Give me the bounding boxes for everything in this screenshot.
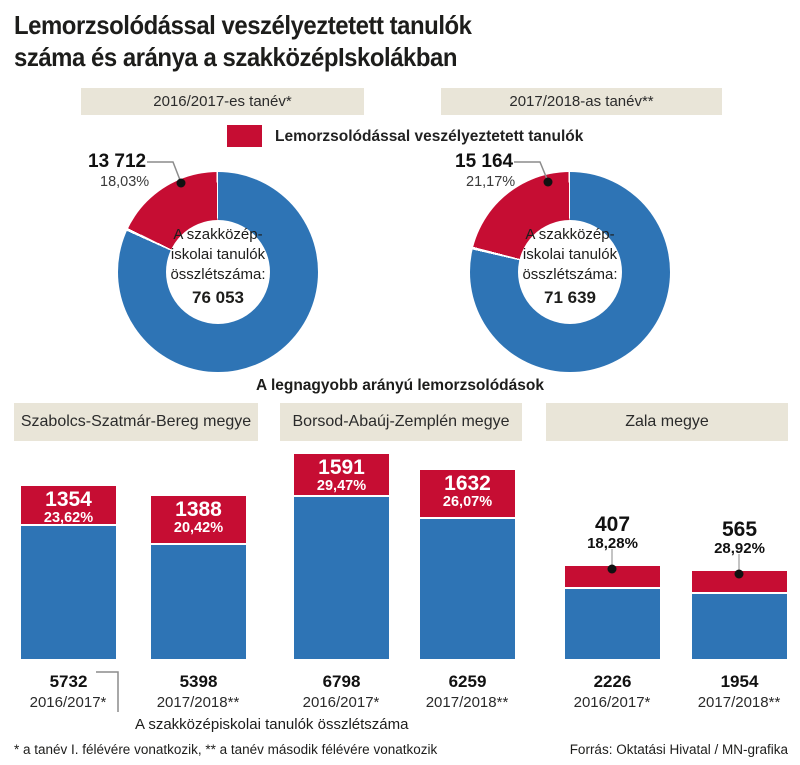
bar-segment-rest: [151, 545, 246, 659]
bar-segment-rest: [21, 526, 116, 659]
bar-segment-at-risk: [294, 454, 389, 497]
page-title-line2: száma és aránya a szakközépIskolákban: [14, 41, 458, 72]
bar-segment-at-risk: [21, 486, 116, 526]
donut-total-value: 71 639: [544, 288, 596, 308]
bar-segment-at-risk: [420, 470, 515, 519]
donut-total-value: 76 053: [192, 288, 244, 308]
bar-segment-at-risk: [151, 496, 246, 545]
bar-outside-label-zala-2017-2018: [692, 519, 787, 559]
legend-label: Lemorzsolódással veszélyeztetett tanulók: [275, 128, 584, 145]
county-header-zala: Zala megye: [546, 403, 788, 441]
bar-at-risk-value: 1591: [318, 456, 365, 479]
donut-center-line2: iskolai tanulók: [170, 246, 266, 264]
bar-segment-at-risk: [692, 571, 787, 594]
bar-segment-at-risk: [565, 566, 660, 589]
bar-segment-rest: [294, 497, 389, 659]
donut-center-label-2016-2017: [143, 225, 293, 310]
bar-at-risk-value: 407: [594, 513, 631, 536]
bar-at-risk-percent: 23,62%: [43, 510, 94, 527]
legend-red-swatch: [227, 125, 262, 147]
bar-zala-2016-2017: [565, 566, 660, 659]
bar-year-label: 2017/2018**: [697, 694, 781, 711]
bar-total-borsod-2016: 6798: [322, 672, 361, 691]
donut-center-line2: iskolai tanulók: [522, 246, 618, 264]
bar-year-label: 2016/2017*: [29, 694, 107, 711]
donut-center-line1: A szakközép-: [525, 226, 615, 243]
bar-year-label: 2016/2017*: [302, 694, 380, 711]
donut-center-line1: A szakközép-: [173, 226, 263, 243]
bar-total-borsod-2017: 6259: [448, 672, 487, 691]
bar-at-risk-value: 1632: [444, 472, 491, 495]
bar-year-label: 2017/2018**: [425, 694, 509, 711]
bar-total-szabolcs-2017: 5398: [179, 672, 218, 691]
bar-total-zala-2016: 2226: [593, 672, 632, 691]
badge-school-year-2017-2018: 2017/2018-as tanév**: [441, 88, 722, 115]
bar-borsod-2017-2018: [420, 470, 515, 659]
bar-at-risk-value: 1388: [175, 498, 222, 521]
bar-szabolcs-2017-2018: [151, 496, 246, 659]
bar-segment-rest: [565, 589, 660, 659]
bar-at-risk-value: 565: [721, 518, 758, 541]
bar-borsod-2016-2017: [294, 454, 389, 659]
bar-total-szabolcs-2016: 5732: [49, 672, 88, 691]
donut-callout-percent-2017-2018: 21,17%: [466, 174, 516, 190]
page-title-line1: Lemorzsolódással veszélyeztetett tanulók: [14, 10, 472, 40]
bar-at-risk-value: 1354: [45, 488, 92, 511]
footnote: * a tanév I. félévére vonatkozik, ** a tanév második félévére vonatkozik: [14, 742, 438, 757]
section-title: A legnagyobb arányú lemorzsolódások: [256, 377, 544, 394]
donut-callout-percent-2016-2017: 18,03%: [100, 174, 150, 190]
bar-year-label: 2017/2018**: [156, 694, 240, 711]
county-header-szabolcs: Szabolcs-Szatmár-Bereg megye: [14, 403, 258, 441]
bar-at-risk-percent: 18,28%: [587, 535, 638, 552]
bar-at-risk-percent: 26,07%: [442, 494, 493, 511]
donut-center-line3: összlétszáma:: [170, 266, 266, 284]
totals-note: A szakközépiskolai tanulók összlétszáma: [135, 716, 409, 733]
bar-segment-rest: [692, 594, 787, 659]
bar-outside-label-zala-2016-2017: [565, 514, 660, 554]
page-title: [14, 10, 472, 74]
county-header-borsod: Borsod-Abaúj-Zemplén megye: [280, 403, 522, 441]
bar-zala-2017-2018: [692, 571, 787, 659]
bar-at-risk-percent: 29,47%: [316, 478, 367, 495]
callout-line: [147, 162, 180, 180]
badge-school-year-2016-2017: 2016/2017-es tanév*: [81, 88, 364, 115]
source-credit: Forrás: Oktatási Hivatal / MN-grafika: [569, 742, 788, 757]
donut-callout-value-2016-2017: 13 712: [88, 151, 147, 172]
bar-year-label: 2016/2017*: [573, 694, 651, 711]
bar-at-risk-percent: 20,42%: [173, 520, 224, 537]
donut-center-line3: összlétszáma:: [522, 266, 618, 284]
bar-segment-rest: [420, 519, 515, 659]
bar-total-zala-2017: 1954: [720, 672, 759, 691]
bar-szabolcs-2016-2017: [21, 486, 116, 659]
donut-callout-value-2017-2018: 15 164: [455, 151, 514, 172]
bar-at-risk-percent: 28,92%: [714, 540, 765, 557]
donut-center-label-2017-2018: [495, 225, 645, 310]
